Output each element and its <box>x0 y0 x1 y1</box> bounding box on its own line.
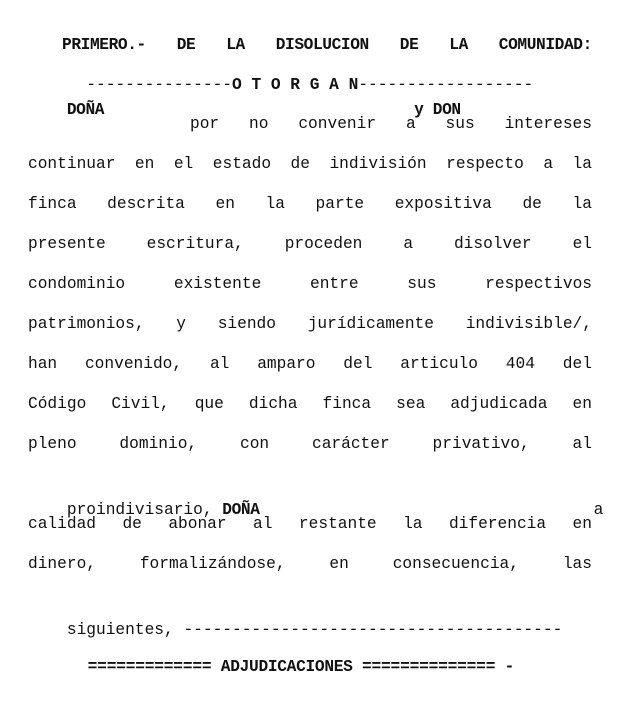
body-word: el <box>173 155 194 173</box>
body-word: pleno <box>28 435 77 453</box>
body-word: al <box>253 515 273 533</box>
body-word: sus <box>445 115 475 133</box>
body-word: descrita <box>107 195 185 213</box>
body-word: restante <box>298 515 377 533</box>
clause-primero-heading <box>62 32 592 58</box>
clause-primero-word-de: DE <box>176 36 196 54</box>
body-word: en <box>572 515 592 533</box>
body-word: del <box>343 355 373 373</box>
body-word: expositiva <box>394 195 492 213</box>
body-word: a <box>405 115 416 133</box>
body-word: la <box>572 155 592 173</box>
otorgan-right-rule: ------------------ <box>358 76 534 94</box>
body-word: articulo <box>400 355 478 373</box>
body-word: de <box>290 155 310 173</box>
body-word: dicha <box>248 395 298 413</box>
body-word: en <box>329 555 349 573</box>
body-word: de <box>122 515 142 533</box>
body-line-5 <box>28 271 592 297</box>
body-word: proindivisario, <box>66 501 213 519</box>
body-word: siendo <box>217 315 276 333</box>
party-two-title: y DON <box>414 101 461 119</box>
body-word: parte <box>315 195 365 213</box>
body-word: a <box>543 155 554 173</box>
body-word: finca <box>28 195 77 213</box>
body-line-2 <box>28 151 592 177</box>
heading-adjudicaciones-line <box>50 628 620 676</box>
body-word: dominio, <box>119 435 198 453</box>
body-word: de <box>522 195 542 213</box>
body-line-12 <box>28 551 592 577</box>
body-word: Código <box>28 395 87 413</box>
body-line-8 <box>28 391 592 417</box>
adjudicaciones-right-rule: ============== <box>362 658 496 676</box>
otorgan-title: O T O R G A N <box>232 76 359 94</box>
body-line-10 <box>28 471 604 519</box>
body-line-9 <box>28 431 592 457</box>
body-word: con <box>239 435 270 453</box>
clause-primero-word-de2: DE <box>399 36 419 54</box>
body-line-7 <box>28 351 592 377</box>
body-line-4 <box>28 231 592 257</box>
body-word: convenido, <box>84 355 183 373</box>
parties-line <box>28 71 592 119</box>
body-word: calidad <box>28 515 96 533</box>
body-word: la <box>265 195 285 213</box>
body-word: presente <box>28 235 106 253</box>
adjudicataria-title: DOÑA <box>222 501 260 519</box>
body-word: diferencia <box>448 515 547 533</box>
body-word: la <box>403 515 423 533</box>
body-line-1 <box>190 111 592 137</box>
body-word: del <box>562 355 592 373</box>
body-word: existente <box>173 275 262 293</box>
space <box>353 658 362 676</box>
siguientes-trailing-rule: --------------------------------------- <box>183 621 563 639</box>
space <box>495 658 504 676</box>
body-word: finca <box>322 395 372 413</box>
body-word: y <box>176 315 186 333</box>
body-word: que <box>194 395 224 413</box>
body-word: indivisible/, <box>465 315 592 333</box>
adjudicaciones-title: ADJUDICACIONES <box>220 658 353 676</box>
body-word: abonar <box>168 515 227 533</box>
space <box>211 658 220 676</box>
body-word: intereses <box>504 115 592 133</box>
clause-primero-word-la2: LA <box>449 36 468 54</box>
body-word: patrimonios, <box>28 315 145 333</box>
clause-primero-word-la1: LA <box>226 36 245 54</box>
body-word: a <box>593 501 604 519</box>
body-word: por <box>190 115 220 133</box>
body-line-13 <box>28 591 592 639</box>
body-word: respectivos <box>485 275 592 293</box>
body-word: las <box>562 555 592 573</box>
body-word: el <box>572 235 592 253</box>
clause-primero-word-disolucion: DISOLUCION <box>275 36 369 54</box>
body-word: formalizándose, <box>139 555 286 573</box>
body-word: disolver <box>453 235 532 253</box>
body-word: en <box>134 155 155 173</box>
body-word: no <box>249 115 269 133</box>
body-word: estado <box>212 155 272 173</box>
body-word: han <box>28 355 58 373</box>
party-one-title: DOÑA <box>66 101 105 119</box>
body-word: privativo, <box>432 435 530 453</box>
body-word: la <box>572 195 592 213</box>
body-word: al <box>209 355 230 373</box>
otorgan-left-rule: --------------- <box>86 76 233 94</box>
clause-primero-label: PRIMERO.- <box>62 36 146 54</box>
body-word: convenir <box>298 115 377 133</box>
body-word: entre <box>310 275 359 293</box>
clause-primero-word-comunidad: COMUNIDAD: <box>498 36 592 54</box>
body-word: en <box>215 195 235 213</box>
body-line-11 <box>28 511 592 537</box>
body-word: dinero, <box>28 555 96 573</box>
adjudicaciones-left-rule: ============= <box>87 658 212 676</box>
body-word: escritura, <box>146 235 244 253</box>
body-word: amparo <box>257 355 316 373</box>
body-line-6 <box>28 311 592 337</box>
body-word: sus <box>407 275 437 293</box>
body-word: consecuencia, <box>392 555 519 573</box>
body-word: proceden <box>284 235 363 253</box>
body-word: a <box>403 235 414 253</box>
body-word: sea <box>396 395 426 413</box>
body-word: continuar <box>28 155 116 173</box>
body-word: en <box>572 395 592 413</box>
body-word: Civil, <box>111 395 170 413</box>
body-word: 404 <box>505 355 535 373</box>
body-word: indivisión <box>329 155 427 173</box>
adjudicaciones-trailing-dash: - <box>504 658 515 676</box>
body-word: condominio <box>28 275 126 293</box>
body-word: carácter <box>311 435 390 453</box>
body-word: jurídicamente <box>307 315 434 333</box>
body-line-3 <box>28 191 592 217</box>
body-word: siguientes, <box>66 621 174 639</box>
body-word: adjudicada <box>450 395 548 413</box>
body-word: respecto <box>446 155 524 173</box>
body-word: al <box>572 435 592 453</box>
